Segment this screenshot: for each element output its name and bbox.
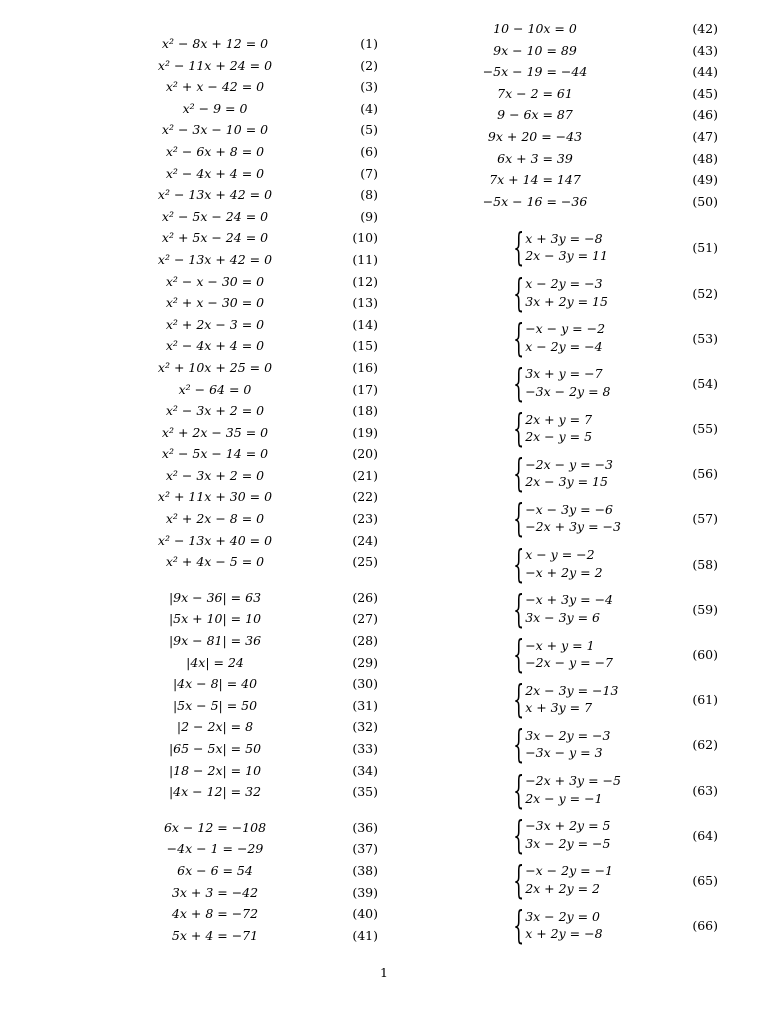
left-brace-icon: { <box>513 225 525 270</box>
equation-expression: 5x + 4 = −71 <box>171 927 259 943</box>
equation-expression: x² − 5x − 14 = 0 <box>161 446 269 462</box>
equation-expression: x² − 3x + 2 = 0 <box>165 403 265 419</box>
equation-expression: x² − 11x + 24 = 0 <box>157 57 273 73</box>
equation-number: (2) <box>360 57 378 73</box>
equation-row <box>120 141 390 163</box>
equation-row <box>120 33 390 55</box>
system-line: x + 3y = −8 <box>525 230 603 246</box>
equation-number: (29) <box>352 654 378 670</box>
equation-expression: x² + 2x − 35 = 0 <box>161 424 269 440</box>
left-brace-icon: { <box>513 767 525 812</box>
equation-row <box>120 184 390 206</box>
system-row <box>460 542 730 587</box>
equation-expression: 6x − 12 = −108 <box>163 819 267 835</box>
left-brace-icon: { <box>513 632 525 677</box>
system-expression <box>500 406 593 451</box>
system-line: 2x − 3y = 11 <box>525 248 608 264</box>
system-expression <box>500 632 613 677</box>
equation-row <box>120 55 390 77</box>
equation-row <box>460 191 730 213</box>
equation-number: (55) <box>692 421 718 437</box>
equation-expression: |4x| = 24 <box>186 654 244 670</box>
equation-row <box>120 652 390 674</box>
equation-expression: x² − 8x + 12 = 0 <box>161 36 269 51</box>
equation-number: (4) <box>360 100 378 116</box>
equation-expression: x² − 13x + 42 = 0 <box>157 187 273 203</box>
system-expression <box>500 903 603 948</box>
system-line: −x + 2y = 2 <box>525 564 603 580</box>
equation-row <box>460 148 730 170</box>
equation-row <box>120 335 390 357</box>
equation-expression: −5x − 19 = −44 <box>482 64 588 80</box>
equation-number: (27) <box>352 611 378 627</box>
system-expression <box>500 541 603 586</box>
equation-expression: |2 − 2x| = 8 <box>176 719 254 735</box>
equation-number: (17) <box>352 381 378 397</box>
left-brace-icon: { <box>513 722 525 767</box>
equation-expression: x² − 3x + 2 = 0 <box>165 467 265 483</box>
system-line: −2x + 3y = −3 <box>525 519 621 535</box>
system-line: −2x − y = −3 <box>525 456 613 472</box>
system-row <box>460 225 730 270</box>
equation-row <box>120 227 390 249</box>
system-line: x + 2y = −8 <box>525 926 603 942</box>
equation-expression: 4x + 8 = −72 <box>171 906 259 922</box>
system-expression <box>500 767 621 812</box>
equation-expression: −4x − 1 = −29 <box>166 841 264 857</box>
equation-number: (42) <box>692 21 718 36</box>
equation-number: (36) <box>352 819 378 835</box>
system-line: x − 2y = −4 <box>525 338 603 354</box>
equation-expression: x² − x − 30 = 0 <box>165 273 265 289</box>
system-row <box>460 496 730 541</box>
left-column <box>120 33 390 946</box>
section-gap <box>120 803 390 817</box>
system-line: −x − y = −2 <box>525 321 606 337</box>
equation-row <box>120 465 390 487</box>
system-line: −x + y = 1 <box>525 637 595 653</box>
left-brace-icon: { <box>513 586 525 631</box>
equation-number: (31) <box>352 697 378 713</box>
system-line: −x − 3y = −6 <box>525 501 613 517</box>
equation-row <box>460 169 730 191</box>
system-row <box>460 722 730 767</box>
equation-number: (8) <box>360 187 378 203</box>
system-expression <box>500 586 613 631</box>
equation-number: (38) <box>352 862 378 878</box>
system-expression <box>500 496 621 541</box>
section-gap <box>460 212 730 225</box>
equation-row <box>120 551 390 573</box>
equation-number: (43) <box>692 42 718 58</box>
left-brace-icon: { <box>513 903 525 948</box>
system-row <box>460 451 730 496</box>
system-expression <box>500 722 611 767</box>
equation-number: (35) <box>352 784 378 800</box>
equation-number: (19) <box>352 424 378 440</box>
equation-expression: 7x − 2 = 61 <box>497 85 573 101</box>
equation-row <box>120 98 390 120</box>
section-gap <box>120 573 390 587</box>
equation-number: (62) <box>692 737 718 753</box>
equation-number: (23) <box>352 511 378 527</box>
equation-number: (66) <box>692 918 718 934</box>
equation-row <box>120 608 390 630</box>
system-row <box>460 632 730 677</box>
page-number: 1 <box>380 965 388 980</box>
equation-number: (51) <box>692 240 718 256</box>
equation-number: (57) <box>692 511 718 527</box>
equation-row <box>460 104 730 126</box>
equation-number: (46) <box>692 107 718 123</box>
equation-row <box>120 443 390 465</box>
system-line: x − y = −2 <box>525 547 595 563</box>
equation-row <box>120 249 390 271</box>
left-brace-icon: { <box>513 451 525 496</box>
equation-expression: x² − 4x + 4 = 0 <box>165 165 265 181</box>
system-expression <box>500 225 608 270</box>
equation-row <box>120 882 390 904</box>
equation-number: (1) <box>360 36 378 51</box>
system-line: 3x − 2y = −5 <box>525 835 611 851</box>
equation-row <box>120 292 390 314</box>
equation-expression: x² + 5x − 24 = 0 <box>161 230 269 246</box>
equation-expression: |18 − 2x| = 10 <box>168 762 262 778</box>
equation-number: (12) <box>352 273 378 289</box>
equation-expression: x² − 64 = 0 <box>178 381 252 397</box>
equation-number: (48) <box>692 150 718 166</box>
system-line: −3x + 2y = 5 <box>525 818 611 834</box>
system-expression <box>500 360 611 405</box>
equation-row <box>120 860 390 882</box>
equation-expression: x² − 6x + 8 = 0 <box>165 143 265 159</box>
equation-number: (22) <box>352 489 378 505</box>
linear-equations <box>120 817 390 947</box>
system-line: 2x − y = 5 <box>525 429 593 445</box>
equation-expression: x² + 4x − 5 = 0 <box>165 554 265 570</box>
equation-number: (6) <box>360 143 378 159</box>
equation-number: (41) <box>352 927 378 943</box>
equation-expression: x² − 3x − 10 = 0 <box>161 122 269 138</box>
equation-expression: 9x + 20 = −43 <box>487 128 583 144</box>
equation-number: (56) <box>692 466 718 482</box>
equation-number: (49) <box>692 172 718 188</box>
equation-number: (26) <box>352 589 378 605</box>
equation-row <box>460 40 730 62</box>
equation-number: (65) <box>692 872 718 888</box>
linear-equations <box>460 18 730 212</box>
system-line: −3x − y = 3 <box>525 745 603 761</box>
equation-row <box>120 530 390 552</box>
system-expression <box>500 451 613 496</box>
equation-number: (39) <box>352 884 378 900</box>
equation-expression: |9x − 36| = 63 <box>168 589 262 605</box>
equation-expression: |5x + 10| = 10 <box>168 611 262 627</box>
equation-expression: 7x + 14 = 147 <box>489 172 581 188</box>
equation-number: (7) <box>360 165 378 181</box>
equation-number: (28) <box>352 633 378 649</box>
equation-expression: 6x − 6 = 54 <box>177 862 253 878</box>
equation-row <box>460 83 730 105</box>
equation-expression: |65 − 5x| = 50 <box>168 741 262 756</box>
equation-number: (25) <box>352 554 378 570</box>
system-line: 3x − 2y = 0 <box>525 908 600 924</box>
equation-row <box>120 119 390 141</box>
equation-number: (15) <box>352 338 378 354</box>
equation-row <box>460 61 730 83</box>
equation-expression: x² − 13x + 40 = 0 <box>157 532 273 548</box>
equation-row <box>120 508 390 530</box>
system-row <box>460 316 730 361</box>
equation-number: (3) <box>360 79 378 95</box>
system-line: 2x − 3y = −13 <box>525 682 619 698</box>
equation-row <box>120 422 390 444</box>
system-line: −x − 2y = −1 <box>525 863 613 879</box>
equation-number: (32) <box>352 719 378 735</box>
equation-row <box>120 163 390 185</box>
equation-number: (40) <box>352 906 378 922</box>
equation-expression: x² + x − 30 = 0 <box>165 295 265 311</box>
equation-expression: |4x − 12| = 32 <box>168 784 262 800</box>
equation-number: (30) <box>352 676 378 692</box>
equation-number: (47) <box>692 128 718 144</box>
equation-expression: x² + 2x − 8 = 0 <box>165 511 265 527</box>
equation-number: (33) <box>352 741 378 756</box>
equation-row <box>120 673 390 695</box>
system-row <box>460 587 730 632</box>
system-line: 2x − y = −1 <box>525 790 603 806</box>
system-line: x + 3y = 7 <box>525 700 593 716</box>
system-row <box>460 768 730 813</box>
system-row <box>460 361 730 406</box>
equation-row <box>120 379 390 401</box>
equation-number: (50) <box>692 193 718 209</box>
equation-number: (11) <box>352 251 378 267</box>
equation-row <box>120 357 390 379</box>
system-expression <box>500 812 611 857</box>
equation-row <box>120 206 390 228</box>
equation-number: (58) <box>692 556 718 572</box>
system-row <box>460 903 730 948</box>
equation-expression: |5x − 5| = 50 <box>172 697 258 713</box>
system-line: −2x + 3y = −5 <box>525 773 621 789</box>
equation-number: (63) <box>692 782 718 798</box>
equation-row <box>120 271 390 293</box>
equation-expression: |9x − 81| = 36 <box>168 633 262 649</box>
equation-expression: 9 − 6x = 87 <box>497 107 573 123</box>
equation-expression: x² + 2x − 3 = 0 <box>165 316 265 332</box>
equation-row <box>120 630 390 652</box>
left-brace-icon: { <box>513 315 525 360</box>
equation-number: (52) <box>692 285 718 301</box>
equation-number: (5) <box>360 122 378 138</box>
equation-row <box>120 738 390 760</box>
equation-row <box>460 126 730 148</box>
system-line: 2x + y = 7 <box>525 411 593 427</box>
equation-expression: x² − 13x + 42 = 0 <box>157 251 273 267</box>
equation-row <box>120 716 390 738</box>
left-brace-icon: { <box>513 812 525 857</box>
left-brace-icon: { <box>513 541 525 586</box>
systems-of-equations <box>460 225 730 948</box>
equation-row <box>460 18 730 40</box>
absolute-value-equations <box>120 587 390 803</box>
system-line: 3x − 2y = −3 <box>525 727 611 743</box>
equation-expression: 10 − 10x = 0 <box>493 21 577 36</box>
equation-row <box>120 760 390 782</box>
system-line: −2x − y = −7 <box>525 655 613 671</box>
system-row <box>460 271 730 316</box>
left-brace-icon: { <box>513 857 525 902</box>
equation-expression: x² + 11x + 30 = 0 <box>157 489 273 505</box>
equation-number: (16) <box>352 359 378 375</box>
equation-expression: 6x + 3 = 39 <box>497 150 573 166</box>
system-expression <box>500 315 606 360</box>
left-brace-icon: { <box>513 496 525 541</box>
system-row <box>460 406 730 451</box>
system-line: 3x − 3y = 6 <box>525 609 600 625</box>
equation-number: (44) <box>692 64 718 80</box>
equation-number: (10) <box>352 230 378 246</box>
equation-number: (45) <box>692 85 718 101</box>
equation-number: (61) <box>692 692 718 708</box>
equation-number: (20) <box>352 446 378 462</box>
equation-expression: x² + 10x + 25 = 0 <box>157 359 273 375</box>
left-brace-icon: { <box>513 677 525 722</box>
equation-row <box>120 838 390 860</box>
system-expression <box>500 270 608 315</box>
system-line: −x + 3y = −4 <box>525 592 613 608</box>
equation-row <box>120 903 390 925</box>
equation-expression: |4x − 8| = 40 <box>172 676 258 692</box>
system-line: x − 2y = −3 <box>525 276 603 292</box>
left-brace-icon: { <box>513 270 525 315</box>
quadratic-equations <box>120 33 390 573</box>
equation-number: (24) <box>352 532 378 548</box>
equation-expression: x² − 4x + 4 = 0 <box>165 338 265 354</box>
equation-number: (34) <box>352 762 378 778</box>
system-line: −3x − 2y = 8 <box>525 383 611 399</box>
equation-row <box>120 925 390 947</box>
equation-number: (18) <box>352 403 378 419</box>
equation-number: (64) <box>692 827 718 843</box>
equation-number: (21) <box>352 467 378 483</box>
equation-number: (9) <box>360 208 378 224</box>
system-expression <box>500 857 613 902</box>
equation-row <box>120 817 390 839</box>
system-row <box>460 677 730 722</box>
equation-row <box>120 400 390 422</box>
system-row <box>460 858 730 903</box>
system-line: 2x − 3y = 15 <box>525 474 608 490</box>
equation-row <box>120 314 390 336</box>
equation-expression: −5x − 16 = −36 <box>482 193 588 209</box>
equation-expression: 9x − 10 = 89 <box>493 42 577 58</box>
equation-row <box>120 695 390 717</box>
equation-row <box>120 587 390 609</box>
equation-expression: x² + x − 42 = 0 <box>165 79 265 95</box>
system-line: 3x + y = −7 <box>525 366 603 382</box>
equation-number: (60) <box>692 647 718 663</box>
system-row <box>460 813 730 858</box>
equation-expression: 3x + 3 = −42 <box>171 884 259 900</box>
left-brace-icon: { <box>513 406 525 451</box>
equation-row <box>120 486 390 508</box>
left-brace-icon: { <box>513 360 525 405</box>
equation-number: (59) <box>692 601 718 617</box>
equation-number: (13) <box>352 295 378 311</box>
equation-number: (53) <box>692 330 718 346</box>
equation-number: (14) <box>352 316 378 332</box>
equation-row <box>120 76 390 98</box>
equation-expression: x² − 9 = 0 <box>182 100 248 116</box>
system-line: 2x + 2y = 2 <box>525 880 600 896</box>
right-column <box>460 18 730 948</box>
equation-number: (54) <box>692 375 718 391</box>
equation-number: (37) <box>352 841 378 857</box>
system-line: 3x + 2y = 15 <box>525 293 608 309</box>
system-expression <box>500 677 619 722</box>
equation-row <box>120 781 390 803</box>
equation-expression: x² − 5x − 24 = 0 <box>161 208 269 224</box>
